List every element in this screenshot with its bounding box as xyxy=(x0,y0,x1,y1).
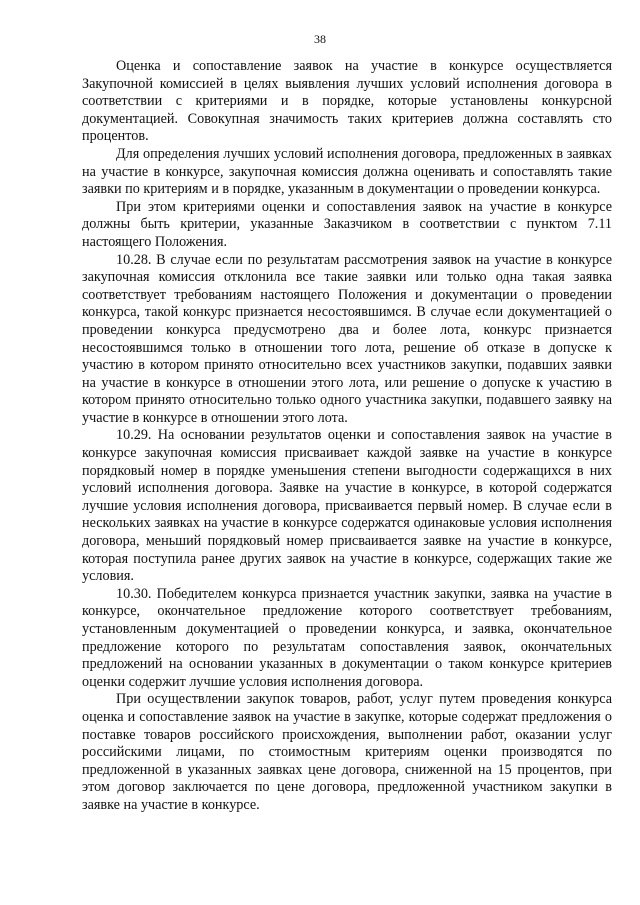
paragraph-10-30: 10.30. Победителем конкурса признается участник закупки, заявка на участие в конкурсе, окончательное предложение которого соответствует требованиям, установленным документацией о проведении конкурса, и заявка, окончательное предложение которого по результатам сопоставления заявок, окончательных предложений на основании указанных в документации о таком конкурсе критериев оценки содержит лучшие условия исполнения договора. xyxy=(82,585,612,690)
paragraph-best-conditions: Для определения лучших условий исполнения договора, предложенных в заявках на участие в конкурсе, закупочная комиссия должна оценивать и сопоставлять такие заявки по критериям и в порядке, указанным в документации о проведении конкурса. xyxy=(82,145,612,198)
paragraph-evaluation: Оценка и сопоставление заявок на участие в конкурсе осуществляется Закупочной комиссией в целях выявления лучших условий исполнения договора в соответствии с критериями и в порядке, которые установлены конкурсной документацией. Совокупная значимость таких критериев должна составлять сто процентов. xyxy=(82,58,612,145)
paragraph-criteria: При этом критериями оценки и сопоставления заявок на участие в конкурсе должны быть критерии, указанные Заказчиком в соответствии с пунктом 7.11 настоящего Положения. xyxy=(82,198,612,250)
paragraph-russian-goods: При осуществлении закупок товаров, работ, услуг путем проведения конкурса оценка и сопоставление заявок на участие в закупке, которые содержат предложения о поставке товаров российского происхождения, выполнении работ, оказании услуг российскими лицами, по стоимостным критериям оценки производятся по предложенной в указанных заявках цене договора, сниженной на 15 процентов, при этом договор заключается по цене договора, предложенной участником закупки в заявке на участие в конкурсе. xyxy=(82,691,612,813)
paragraph-10-28: 10.28. В случае если по результатам рассмотрения заявок на участие в конкурсе закупочная комиссия отклонила все такие заявки или только одна такая заявка соответствует требованиям настоящего Положения и документации о проведении конкурса, такой конкурс признается несостоявшимся. В случае если документацией о проведении конкурса предусмотрено два и более лота, конкурс признается несостоявшимся только в отношении того лота, решение об отказе в допуске к участию в котором принято относительно всех участников закупки, подавших заявки на участие в конкурсе в отношении этого лота, или решение о допуске к участию в котором принято относительно только одного участника закупки, подавшего заявку на участие в конкурсе в отношении этого лота. xyxy=(82,251,612,426)
document-body xyxy=(82,58,612,815)
page-number: 38 xyxy=(314,32,326,46)
paragraph-10-29: 10.29. На основании результатов оценки и сопоставления заявок на участие в конкурсе закупочная комиссия присваивает каждой заявке на участие в конкурсе порядковый номер в порядке уменьшения степени выгодности содержащихся в них условий исполнения договора. Заявке на участие в конкурсе, в которой содержатся лучшие условия исполнения договора, присваивается первый номер. В случае если в нескольких заявках на участие в конкурсе содержатся одинаковые условия исполнения договора, меньший порядковый номер присваивается заявке на участие в конкурсе, которая поступила ранее других заявок на участие в конкурсе, содержащих такие же условия. xyxy=(82,427,612,585)
